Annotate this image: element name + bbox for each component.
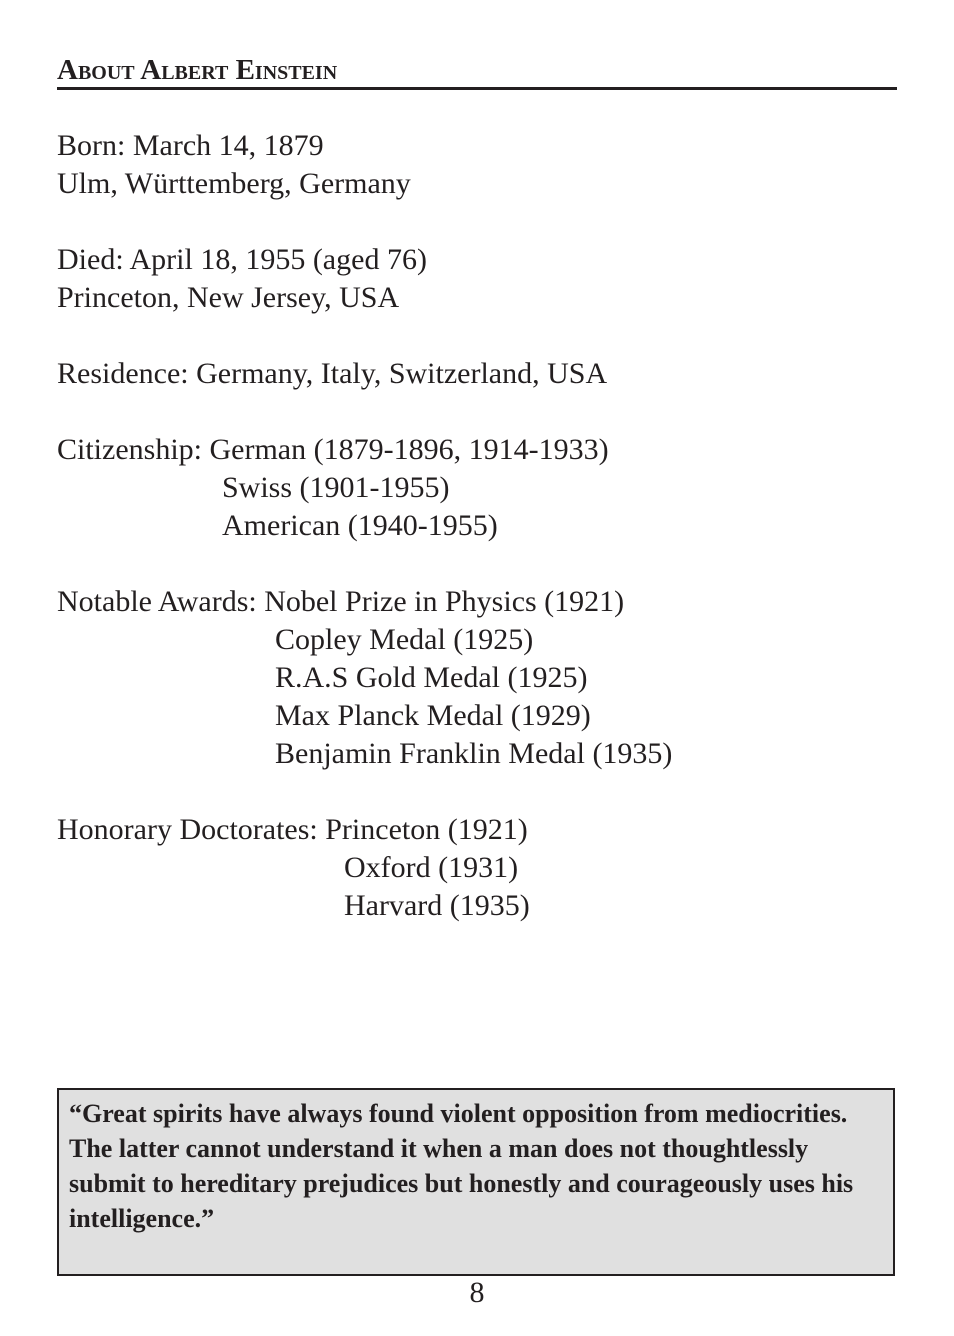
doctorate-item: Oxford (1931) — [344, 851, 519, 884]
award-item: Copley Medal (1925) — [275, 623, 534, 656]
residence: Residence: Germany, Italy, Switzerland, USA — [57, 357, 608, 390]
spacer — [57, 545, 917, 583]
doctorates-first: Honorary Doctorates: Princeton (1921) — [57, 813, 528, 846]
citizenship-item: Swiss (1901-1955) — [222, 471, 450, 504]
spacer — [57, 203, 917, 241]
biography-facts — [57, 127, 917, 925]
award-item: R.A.S Gold Medal (1925) — [275, 661, 588, 694]
born-place: Ulm, Württemberg, Germany — [57, 167, 411, 200]
quote-text: “Great spirits have always found violent opposition from mediocrities. The latter cannot understand it when a man does not thoughtlessly submit to hereditary prejudices but honestly and courageously uses his intelligence.” — [69, 1099, 854, 1233]
spacer — [57, 773, 917, 811]
died-date: Died: April 18, 1955 (aged 76) — [57, 243, 427, 276]
citizenship-item: American (1940-1955) — [222, 509, 498, 542]
awards-first: Notable Awards: Nobel Prize in Physics (1921) — [57, 585, 625, 618]
spacer — [57, 393, 917, 431]
award-item: Max Planck Medal (1929) — [275, 699, 591, 732]
page-heading: About Albert Einstein — [57, 54, 897, 90]
page-number: 8 — [469, 1276, 485, 1309]
quote-box — [57, 1088, 895, 1276]
died-place: Princeton, New Jersey, USA — [57, 281, 400, 314]
born-date: Born: March 14, 1879 — [57, 129, 324, 162]
award-item: Benjamin Franklin Medal (1935) — [275, 737, 673, 770]
citizenship-first: Citizenship: German (1879-1896, 1914-1933) — [57, 433, 609, 466]
doctorate-item: Harvard (1935) — [344, 889, 530, 922]
spacer — [57, 317, 917, 355]
